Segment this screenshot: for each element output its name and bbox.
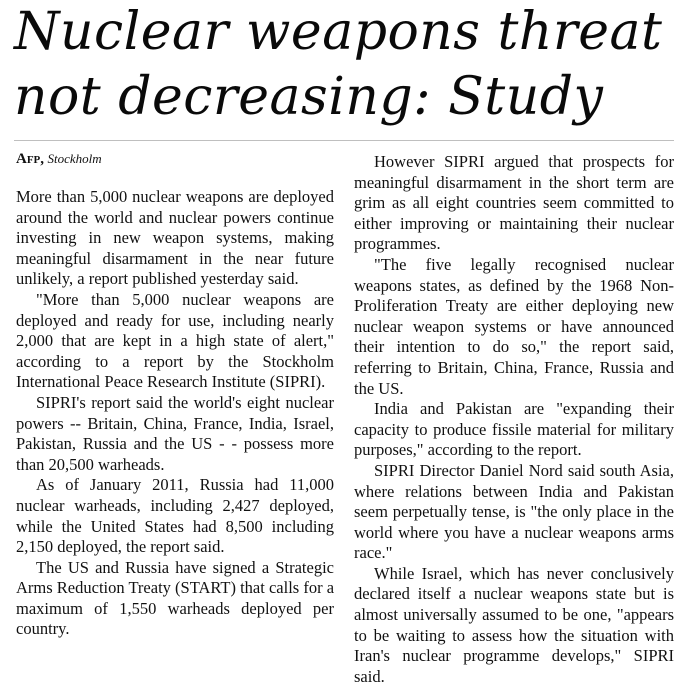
paragraph: SIPRI Director Daniel Nord said south Asia, where relations between India and Pakistan seem perpetually tense, is "the only place in the world where you have a nuclear weapons arms race." — [354, 460, 674, 563]
article-column-right — [354, 152, 674, 687]
paragraph: While Israel, which has never conclusively declared itself a nuclear weapons state but is almost universally assumed to be one, "appears to be waiting to assess how the situation with Iran's nuclear programme develops," SIPRI said. — [354, 563, 674, 686]
headline: Nuclear weapons threat not decreasing: Study — [14, 2, 663, 127]
paragraph: "More than 5,000 nuclear weapons are deployed and ready for use, including nearly 2,000 that are kept in a high state of alert," according to a report by the Stockholm International Peace Research Institute (SIPRI). — [16, 289, 334, 392]
paragraph: SIPRI's report said the world's eight nuclear powers -- Britain, China, France, India, Israel, Pakistan, Russia and the US - - possess more than 20,500 warheads. — [16, 392, 334, 474]
paragraph: However SIPRI argued that prospects for meaningful disarmament in the short term are grim as all eight countries seem committed to either improving or maintaining their nuclear programmes. — [354, 152, 674, 254]
paragraph: "The five legally recognised nuclear weapons states, as defined by the 1968 Non-Proliferation Treaty are either deploying new nuclear weapon systems or have announced their intention to do so," the report said, referring to Britain, China, France, Russia and the US. — [354, 254, 674, 398]
headline-divider — [14, 140, 674, 141]
paragraph: India and Pakistan are "expanding their capacity to produce fissile material for military purposes," according to the report. — [354, 399, 674, 460]
byline-agency: Afp, — [16, 151, 45, 167]
byline — [16, 150, 102, 169]
article-column-left — [16, 187, 334, 640]
paragraph: The US and Russia have signed a Strategic Arms Reduction Treaty (START) that calls for a maximum of 1,550 warheads deployed per country. — [16, 557, 335, 639]
paragraph: More than 5,000 nuclear weapons are deployed around the world and nuclear powers continue investing in new weapon systems, making meaningful disarmament in the near future unlikely, a report published yesterday said. — [16, 187, 334, 289]
paragraph: As of January 2011, Russia had 11,000 nuclear warheads, including 2,427 deployed, while the United States had 8,500 including 2,150 deployed, the report said. — [16, 475, 334, 557]
byline-place: Stockholm — [47, 151, 102, 166]
